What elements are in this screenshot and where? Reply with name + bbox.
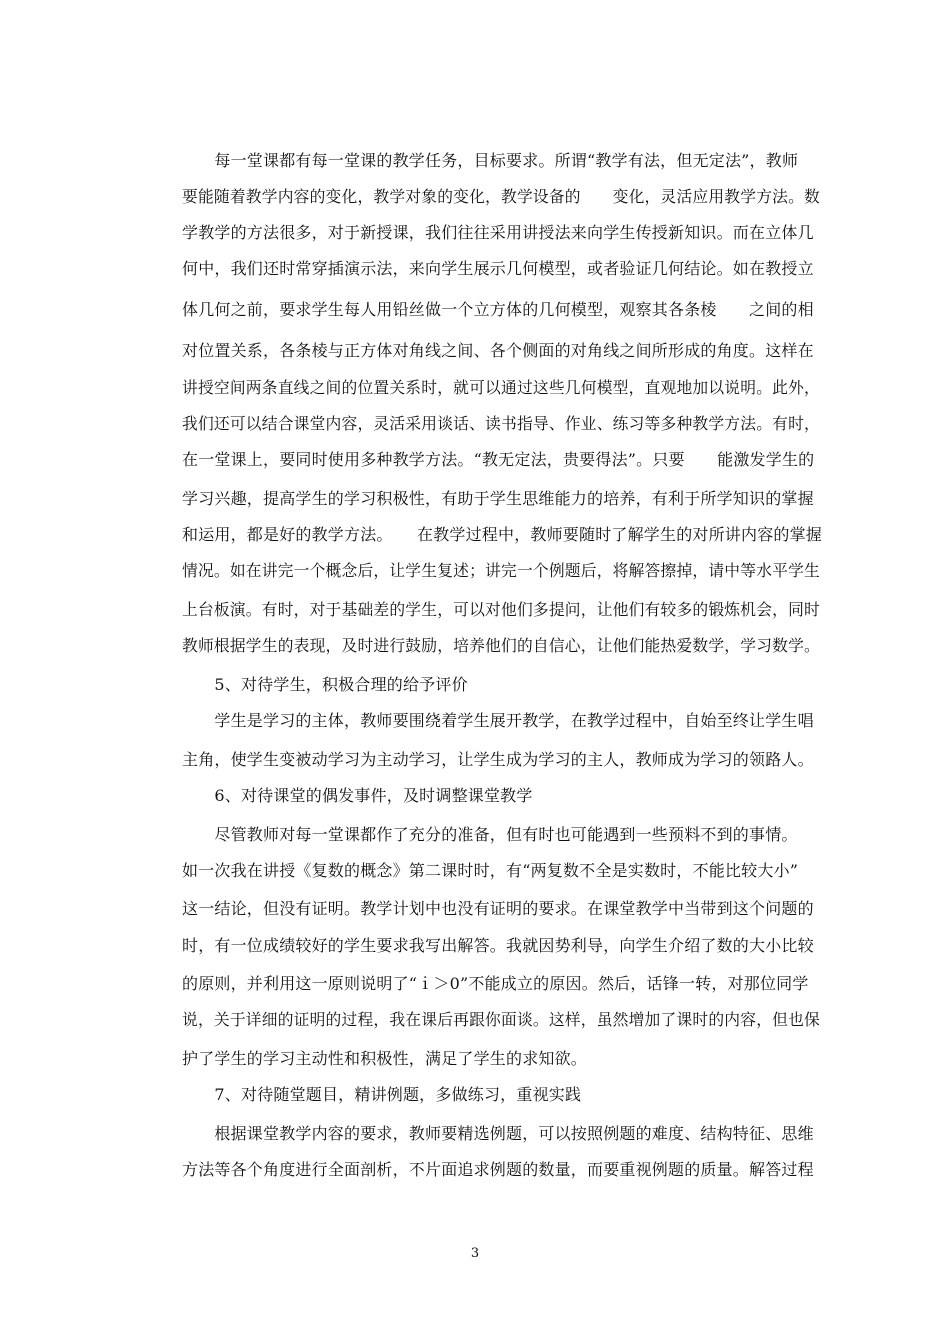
section-heading: 6、对待课堂的偶发事件，及时调整课堂教学 bbox=[182, 786, 533, 805]
text-line: 教师根据学生的表现，及时进行鼓励，培养他们的自信心，让他们能热爱数学，学习数学。 bbox=[182, 636, 820, 655]
text-line: 情况。如在讲完一个概念后，让学生复述；讲完一个例题后，将解答擦掉，请中等水平学生 bbox=[182, 561, 820, 580]
text-line: 主角，使学生变被动学习为主动学习，让学生成为学习的主人，教师成为学习的领路人。 bbox=[182, 750, 814, 769]
text-line: 学习兴趣，提高学生的学习积极性，有助于学生思维能力的培养，有利于所学知识的掌握 bbox=[182, 489, 814, 508]
text-line: 学生是学习的主体，教师要围绕着学生展开教学，在教学过程中，自始至终让学生唱 bbox=[182, 711, 814, 730]
page-number: 3 bbox=[470, 1246, 480, 1261]
text-line: 尽管教师对每一堂课都作了充分的准备，但有时也可能遇到一些预料不到的事情。 bbox=[182, 825, 798, 844]
text-line: 每一堂课都有每一堂课的教学任务，目标要求。所谓“教学有法，但无定法”，教师 bbox=[182, 151, 799, 170]
text-line: 何中，我们还时常穿插演示法，来向学生展示几何模型，或者验证几何结论。如在教授立 bbox=[182, 259, 814, 278]
section-heading: 5、对待学生，积极合理的给予评价 bbox=[182, 675, 468, 694]
text-line: 的原则，并利用这一原则说明了“ｉ＞0”不能成立的原因。然后，话锋一转，对那位同学 bbox=[182, 974, 809, 993]
text-line: 说，关于详细的证明的过程，我在课后再跟你面谈。这样，虽然增加了课时的内容，但也保 bbox=[182, 1010, 820, 1029]
text-line: 这一结论，但没有证明。教学计划中也没有证明的要求。在课堂教学中当带到这个问题的 bbox=[182, 899, 814, 918]
section-heading: 7、对待随堂题目，精讲例题，多做练习，重视实践 bbox=[182, 1085, 582, 1104]
text-line: 学教学的方法很多，对于新授课，我们往往采用讲授法来向学生传授新知识。而在立体几 bbox=[182, 223, 814, 242]
text-line: 如一次我在讲授《复数的概念》第二课时时，有“两复数不全是实数时，不能比较大小” bbox=[182, 861, 799, 880]
text-line: 上台板演。有时，对于基础差的学生，可以对他们多提问，让他们有较多的锻炼机会，同时 bbox=[182, 600, 820, 619]
text-line: 护了学生的学习主动性和积极性，满足了学生的求知欲。 bbox=[182, 1049, 588, 1068]
text-line: 在一堂课上，要同时使用多种教学方法。“教无定法，贵要得法”。只要 能激发学生的 bbox=[182, 450, 815, 469]
text-line: 方法等各个角度进行全面剖析，不片面追求例题的数量，而要重视例题的质量。解答过程 bbox=[182, 1160, 814, 1179]
text-line: 时，有一位成绩较好的学生要求我写出解答。我就因势利导，向学生介绍了数的大小比较 bbox=[182, 936, 814, 955]
text-line: 和运用，都是好的教学方法。 在教学过程中，教师要随时了解学生的对所讲内容的掌握 bbox=[182, 525, 823, 544]
text-line: 体几何之前，要求学生每人用铅丝做一个立方体的几何模型，观察其各条棱 之间的相 bbox=[182, 300, 814, 319]
text-line: 对位置关系，各条棱与正方体对角线之间、各个侧面的对角线之间所形成的角度。这样在 bbox=[182, 341, 814, 360]
text-line: 讲授空间两条直线之间的位置关系时，就可以通过这些几何模型，直观地加以说明。此外， bbox=[182, 378, 820, 397]
text-line: 要能随着教学内容的变化，教学对象的变化，教学设备的 变化，灵活应用教学方法。数 bbox=[182, 187, 820, 206]
text-line: 根据课堂教学内容的要求，教师要精选例题，可以按照例题的难度、结构特征、思维 bbox=[182, 1124, 814, 1143]
text-line: 我们还可以结合课堂内容，灵活采用谈话、读书指导、作业、练习等多种教学方法。有时， bbox=[182, 414, 820, 433]
